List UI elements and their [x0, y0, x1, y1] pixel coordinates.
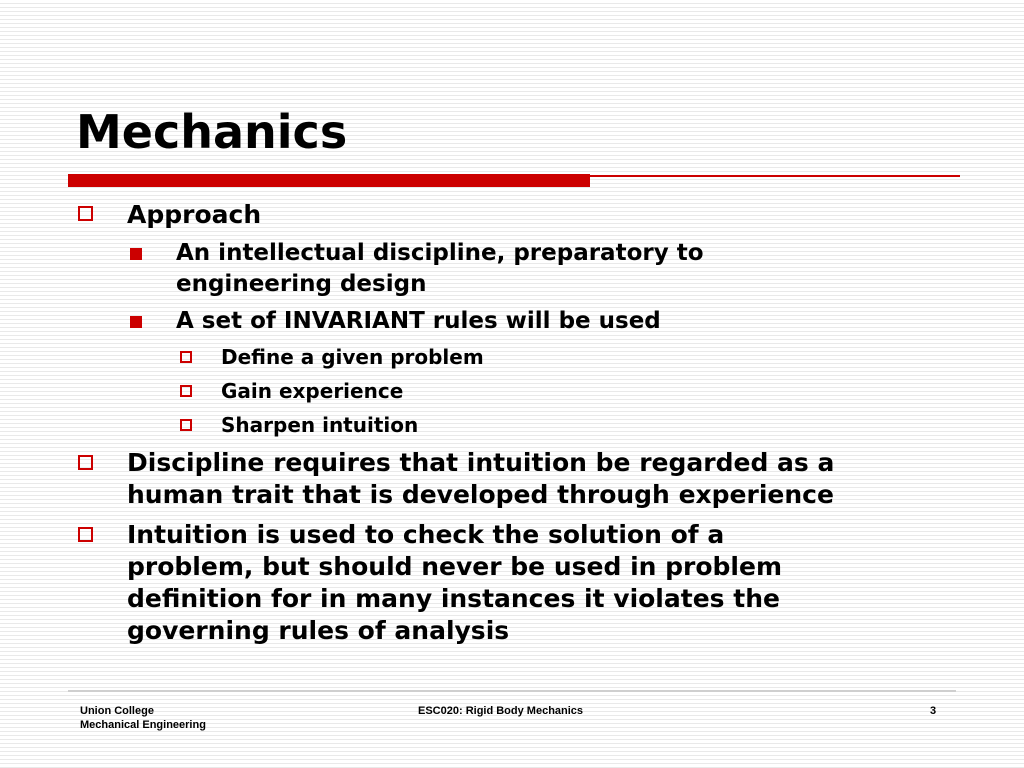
- hollow-square-bullet-icon: [78, 455, 93, 470]
- slide-title: Mechanics: [76, 105, 348, 159]
- hollow-square-bullet-icon: [78, 527, 93, 542]
- filled-square-bullet-icon: [130, 248, 142, 260]
- bullet-intellectual-line2: engineering design: [176, 271, 427, 297]
- bullet-intuition-line4: governing rules of analysis: [127, 616, 510, 645]
- footer-institution-line2: Mechanical Engineering: [80, 719, 206, 731]
- bullet-sharpen: Sharpen intuition: [221, 413, 419, 437]
- bullet-intuition-line1: Intuition is used to check the solution of a: [127, 520, 725, 549]
- filled-square-bullet-icon: [130, 316, 142, 328]
- footer-institution-line1: Union College: [80, 705, 154, 717]
- hollow-square-bullet-icon: [180, 385, 192, 397]
- hollow-square-bullet-icon: [180, 419, 192, 431]
- title-underline-thick: [68, 174, 590, 187]
- bullet-intellectual-line1: An intellectual discipline, preparatory to: [176, 240, 704, 266]
- bullet-approach: Approach: [127, 200, 262, 229]
- bullet-discipline-line1: Discipline requires that intuition be regarded as a: [127, 448, 835, 477]
- hollow-square-bullet-icon: [180, 351, 192, 363]
- bullet-intuition-line3: definition for in many instances it violates the: [127, 584, 780, 613]
- bullet-invariant: A set of INVARIANT rules will be used: [176, 308, 661, 334]
- bullet-intuition-line2: problem, but should never be used in problem: [127, 552, 783, 581]
- bullet-define: Define a given problem: [221, 345, 484, 369]
- bullet-discipline-line2: human trait that is developed through experience: [127, 480, 834, 509]
- footer-page-number: 3: [930, 705, 937, 717]
- title-underline-thin: [590, 175, 960, 177]
- footer-divider: [68, 690, 956, 692]
- bullet-gain: Gain experience: [221, 379, 404, 403]
- hollow-square-bullet-icon: [78, 206, 93, 221]
- footer-course: ESC020: Rigid Body Mechanics: [418, 705, 584, 717]
